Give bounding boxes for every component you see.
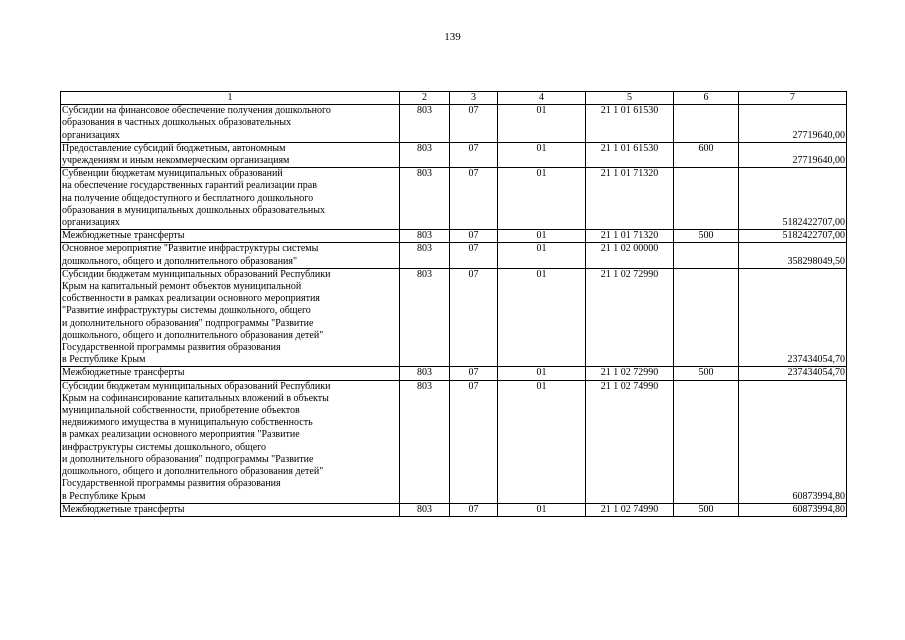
header-row: [61, 92, 847, 105]
target-article-code: 21 1 02 74990: [586, 503, 674, 516]
ministry-code: 803: [400, 268, 450, 367]
subsection-code: 01: [498, 503, 586, 516]
amount: 60873994,80: [739, 380, 847, 503]
expense-type-code: [674, 380, 739, 503]
section-code: 07: [450, 367, 498, 380]
header-cell-7: 7: [739, 92, 847, 105]
expense-type-code: 600: [674, 142, 739, 167]
ministry-code: 803: [400, 168, 450, 230]
section-code: 07: [450, 230, 498, 243]
ministry-code: 803: [400, 380, 450, 503]
table-row: [61, 168, 847, 230]
subsection-code: 01: [498, 268, 586, 367]
amount: 5182422707,00: [739, 168, 847, 230]
expense-type-code: 500: [674, 503, 739, 516]
amount: 237434054,70: [739, 268, 847, 367]
row-description: Предоставление субсидий бюджетным, автономным учреждениям и иным некоммерческим организациям: [61, 142, 400, 167]
header-cell-1: 1: [61, 92, 400, 105]
amount: 60873994,80: [739, 503, 847, 516]
expense-type-code: 500: [674, 367, 739, 380]
ministry-code: 803: [400, 367, 450, 380]
section-code: 07: [450, 105, 498, 143]
page-number: 139: [444, 31, 461, 43]
header-cell-3: 3: [450, 92, 498, 105]
subsection-code: 01: [498, 230, 586, 243]
section-code: 07: [450, 380, 498, 503]
subsection-code: 01: [498, 380, 586, 503]
table-row: [61, 503, 847, 516]
ministry-code: 803: [400, 105, 450, 143]
section-code: 07: [450, 268, 498, 367]
expense-type-code: 500: [674, 230, 739, 243]
section-code: 07: [450, 243, 498, 268]
subsection-code: 01: [498, 243, 586, 268]
section-code: 07: [450, 503, 498, 516]
amount: 27719640,00: [739, 142, 847, 167]
header-cell-4: 4: [498, 92, 586, 105]
ministry-code: 803: [400, 503, 450, 516]
header-cell-5: 5: [586, 92, 674, 105]
ministry-code: 803: [400, 230, 450, 243]
target-article-code: 21 1 01 61530: [586, 142, 674, 167]
subsection-code: 01: [498, 168, 586, 230]
table-row: [61, 142, 847, 167]
section-code: 07: [450, 168, 498, 230]
target-article-code: 21 1 02 72990: [586, 367, 674, 380]
header-cell-6: 6: [674, 92, 739, 105]
subsection-code: 01: [498, 367, 586, 380]
table-row: [61, 243, 847, 268]
target-article-code: 21 1 02 74990: [586, 380, 674, 503]
target-article-code: 21 1 01 61530: [586, 105, 674, 143]
row-description: Межбюджетные трансферты: [61, 230, 400, 243]
target-article-code: 21 1 02 00000: [586, 243, 674, 268]
subsection-code: 01: [498, 142, 586, 167]
row-description: Межбюджетные трансферты: [61, 503, 400, 516]
table-row: [61, 230, 847, 243]
amount: 27719640,00: [739, 105, 847, 143]
target-article-code: 21 1 02 72990: [586, 268, 674, 367]
row-description: Межбюджетные трансферты: [61, 367, 400, 380]
row-description: Субвенции бюджетам муниципальных образований на обеспечение государственных гарантий реализации прав на получение общедоступного и бесплатного дошкольного образования в муниципальных дошкольных образовательных организациях: [61, 168, 400, 230]
target-article-code: 21 1 01 71320: [586, 168, 674, 230]
table-row: [61, 380, 847, 503]
header-cell-2: 2: [400, 92, 450, 105]
table-row: [61, 367, 847, 380]
ministry-code: 803: [400, 243, 450, 268]
amount: 5182422707,00: [739, 230, 847, 243]
table-row: [61, 105, 847, 143]
section-code: 07: [450, 142, 498, 167]
ministry-code: 803: [400, 142, 450, 167]
row-description: Основное мероприятие "Развитие инфраструктуры системы дошкольного, общего и дополнительного образования": [61, 243, 400, 268]
expense-type-code: [674, 268, 739, 367]
subsection-code: 01: [498, 105, 586, 143]
expense-type-code: [674, 168, 739, 230]
expense-type-code: [674, 243, 739, 268]
row-description: Субсидии на финансовое обеспечение получения дошкольного образования в частных дошкольных образовательных организациях: [61, 105, 400, 143]
amount: 237434054,70: [739, 367, 847, 380]
amount: 358298049,50: [739, 243, 847, 268]
expense-type-code: [674, 105, 739, 143]
row-description: Субсидии бюджетам муниципальных образований Республики Крым на софинансирование капитальных вложений в объекты муниципальной собственности, приобретение объектов недвижимого имущества в муниципальную собственность в рамках реализации основного мероприятия "Развитие инфраструктуры системы дошкольного, общего и дополнительного образования" подпрограммы "Развитие дошкольного, общего и дополнительного образования детей" Государственной программы развития образования в Республике Крым: [61, 380, 400, 503]
target-article-code: 21 1 01 71320: [586, 230, 674, 243]
row-description: Субсидии бюджетам муниципальных образований Республики Крым на капитальный ремонт объектов муниципальной собственности в рамках реализации основного мероприятия "Развитие инфраструктуры системы дошкольного, общего и дополнительного образования" подпрограммы "Развитие дошкольного, общего и дополнительного образования детей" Государственной программы развития образования в Республике Крым: [61, 268, 400, 367]
table-row: [61, 268, 847, 367]
budget-table: [60, 91, 847, 517]
